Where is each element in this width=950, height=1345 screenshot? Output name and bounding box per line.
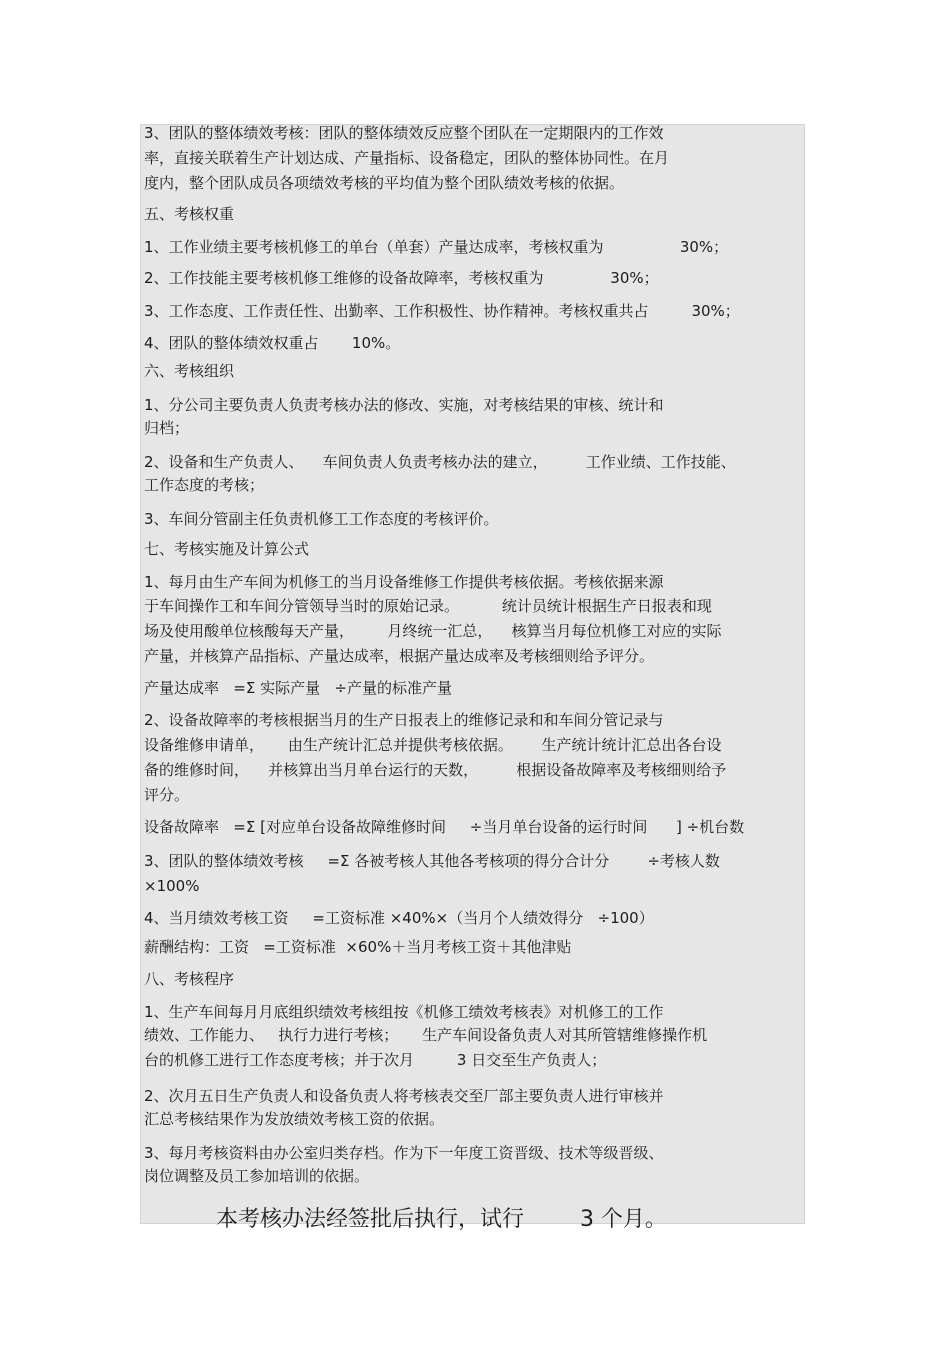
text-line: 2、工作技能主要考核机修工维修的设备故障率，考核权重为 30%； <box>144 269 659 287</box>
text-line: 绩效、工作能力、 执行力进行考核； 生产车间设备负责人对其所管辖维修操作机 <box>144 1026 708 1044</box>
text-line: 产量，并核算产品指标、产量达成率，根据产量达成率及考核细则给予评分。 <box>144 647 655 665</box>
text-line: 汇总考核结果作为发放绩效考核工资的依据。 <box>144 1110 445 1128</box>
text-line: 度内，整个团队成员各项绩效考核的平均值为整个团队绩效考核的依据。 <box>144 174 625 192</box>
text-line: 率，直接关联着生产计划达成、产量指标、设备稳定，团队的整体协同性。在月 <box>144 149 670 167</box>
text-line: 台的机修工进行工作态度考核；并于次月 3 日交至生产负责人； <box>144 1051 607 1069</box>
text-line: 2、设备故障率的考核根据当月的生产日报表上的维修记录和和车间分管记录与 <box>144 711 664 729</box>
text-line: 评分。 <box>144 786 190 804</box>
text-line: 1、分公司主要负责人负责考核办法的修改、实施，对考核结果的审核、统计和 <box>144 396 664 414</box>
text-line: 于车间操作工和车间分管领导当时的原始记录。 统计员统计根据生产日报表和现 <box>144 597 712 615</box>
text-line: 4、团队的整体绩效权重占 10%。 <box>144 334 401 352</box>
text-line: 备的维修时间， 并核算出当月单台运行的天数， 根据设备故障率及考核细则给予 <box>144 761 727 779</box>
formula-line: 3、团队的整体绩效考核 =Σ 各被考核人其他各考核项的得分合计分 ÷考核人数 <box>144 852 720 870</box>
text-line: ×100% <box>144 877 200 895</box>
formula-line: 设备故障率 =Σ [对应单台设备故障维修时间 ÷当月单台设备的运行时间 ] ÷机台数 <box>144 818 745 836</box>
text-line: 岗位调整及员工参加培训的依据。 <box>144 1167 370 1185</box>
text-line: 2、次月五日生产负责人和设备负责人将考核表交至厂部主要负责人进行审核并 <box>144 1087 664 1105</box>
closing-statement: 本考核办法经签批后执行，试行 3 个月。 <box>216 1207 667 1232</box>
text-line: 工作态度的考核； <box>144 476 265 494</box>
section-heading: 五、考核权重 <box>144 205 235 223</box>
text-line: 1、工作业绩主要考核机修工的单台（单套）产量达成率，考核权重为 30%； <box>144 238 729 256</box>
text-line: 场及使用酸单位核酸每天产量， 月终统一汇总， 核算当月每位机修工对应的实际 <box>144 622 722 640</box>
text-line: 3、团队的整体绩效考核：团队的整体绩效反应整个团队在一定期限内的工作效 <box>144 124 664 142</box>
text-line: 3、每月考核资料由办公室归类存档。作为下一年度工资晋级、技术等级晋级、 <box>144 1144 664 1162</box>
text-line: 3、工作态度、工作责任性、出勤率、工作积极性、协作精神。考核权重共占 30%； <box>144 302 740 320</box>
text-line: 设备维修申请单， 由生产统计汇总并提供考核依据。 生产统计统计汇总出各台设 <box>144 736 722 754</box>
text-line: 1、每月由生产车间为机修工的当月设备维修工作提供考核依据。考核依据来源 <box>144 573 664 591</box>
formula-line: 薪酬结构：工资 =工资标准 ×60%＋当月考核工资＋其他津贴 <box>144 938 572 956</box>
formula-line: 4、当月绩效考核工资 =工资标准 ×40%×（当月个人绩效得分 ÷100） <box>144 909 654 927</box>
section-heading: 七、考核实施及计算公式 <box>144 540 310 558</box>
formula-line: 产量达成率 =Σ 实际产量 ÷产量的标准产量 <box>144 679 452 697</box>
section-heading: 八、考核程序 <box>144 970 235 988</box>
text-line: 归档； <box>144 419 190 437</box>
text-line: 1、生产车间每月月底组织绩效考核组按《机修工绩效考核表》对机修工的工作 <box>144 1003 664 1021</box>
text-line: 3、车间分管副主任负责机修工工作态度的考核评价。 <box>144 510 499 528</box>
text-line: 2、设备和生产负责人、 车间负责人负责考核办法的建立， 工作业绩、工作技能、 <box>144 453 736 471</box>
section-heading: 六、考核组织 <box>144 362 235 380</box>
